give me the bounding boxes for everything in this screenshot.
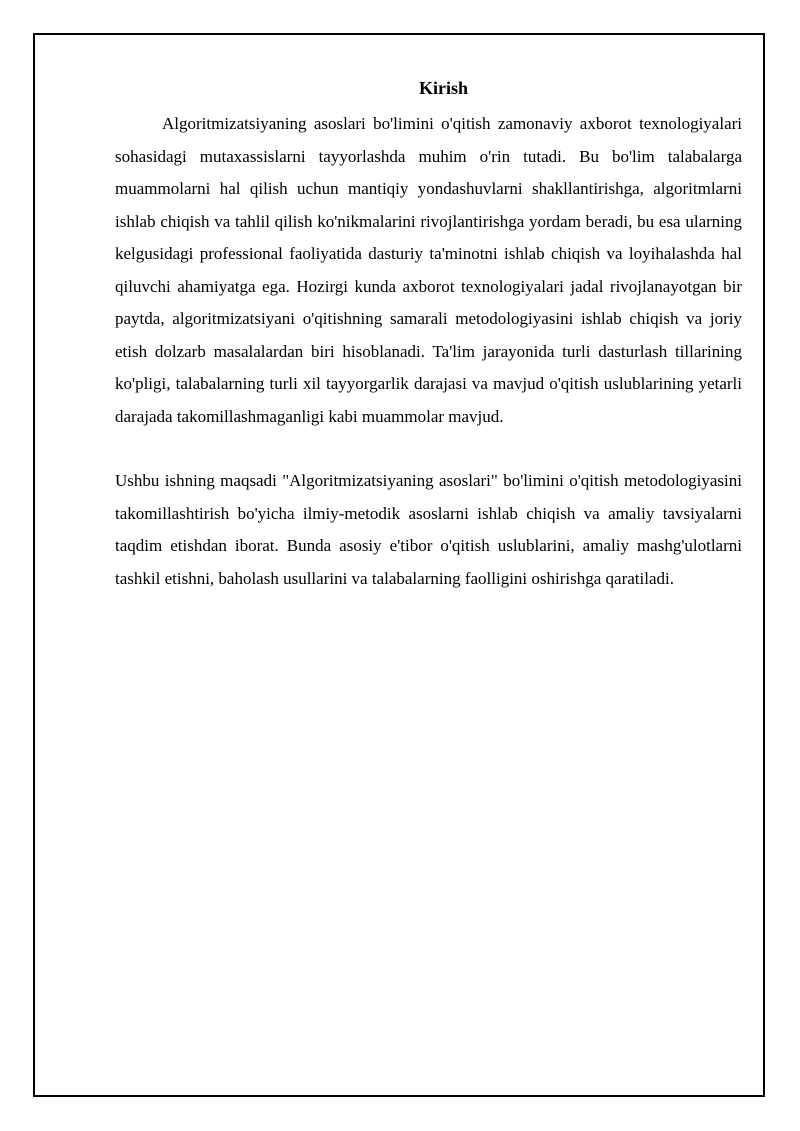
paragraph-intro: Algoritmizatsiyaning asoslari bo'limini o'qitish zamonaviy axborot texnologiyalari sohasidagi mutaxassislarni tayyorlashda muhim o'rin tutadi. Bu bo'lim talabalarga muammolarni hal qilish uchun mantiqiy yondashuvlarni shakllantirishga, algoritmlarni ishlab chiqish va tahlil qilish ko'nikmalarini rivojlantirishga yordam beradi, bu esa ularning kelgusidagi professional faoliyatida dasturiy ta'minotni ishlab chiqish va loyihalashda hal qiluvchi ahamiyatga ega. Hozirgi kunda axborot texnologiyalari jadal rivojlanayotgan bir paytda, algoritmizatsiyani o'qitishning samarali metodologiyasini ishlab chiqish va joriy etish dolzarb masalalardan biri hisoblanadi. Ta'lim jarayonida turli dasturlash tillarining ko'pligi, talabalarning turli xil tayyorgarlik darajasi va mavjud o'qitish uslublarining yetarli darajada takomillashmaganligi kabi muammolar mavjud.: [115, 114, 742, 426]
document-body: [115, 77, 742, 595]
paragraph-goal: Ushbu ishning maqsadi "Algoritmizatsiyaning asoslari" bo'limini o'qitish metodologiyasini takomillashtirish bo'yicha ilmiy-metodik asoslarni ishlab chiqish va amaliy tavsiyalarni taqdim etishdan iborat. Bunda asosiy e'tibor o'qitish uslublarini, amaliy mashg'ulotlarni tashkil etishni, baholash usullarini va talabalarning faolligini oshirishga qaratiladi.: [115, 471, 742, 588]
page-title: Kirish: [418, 78, 468, 98]
paragraph-spacer: [115, 433, 742, 465]
